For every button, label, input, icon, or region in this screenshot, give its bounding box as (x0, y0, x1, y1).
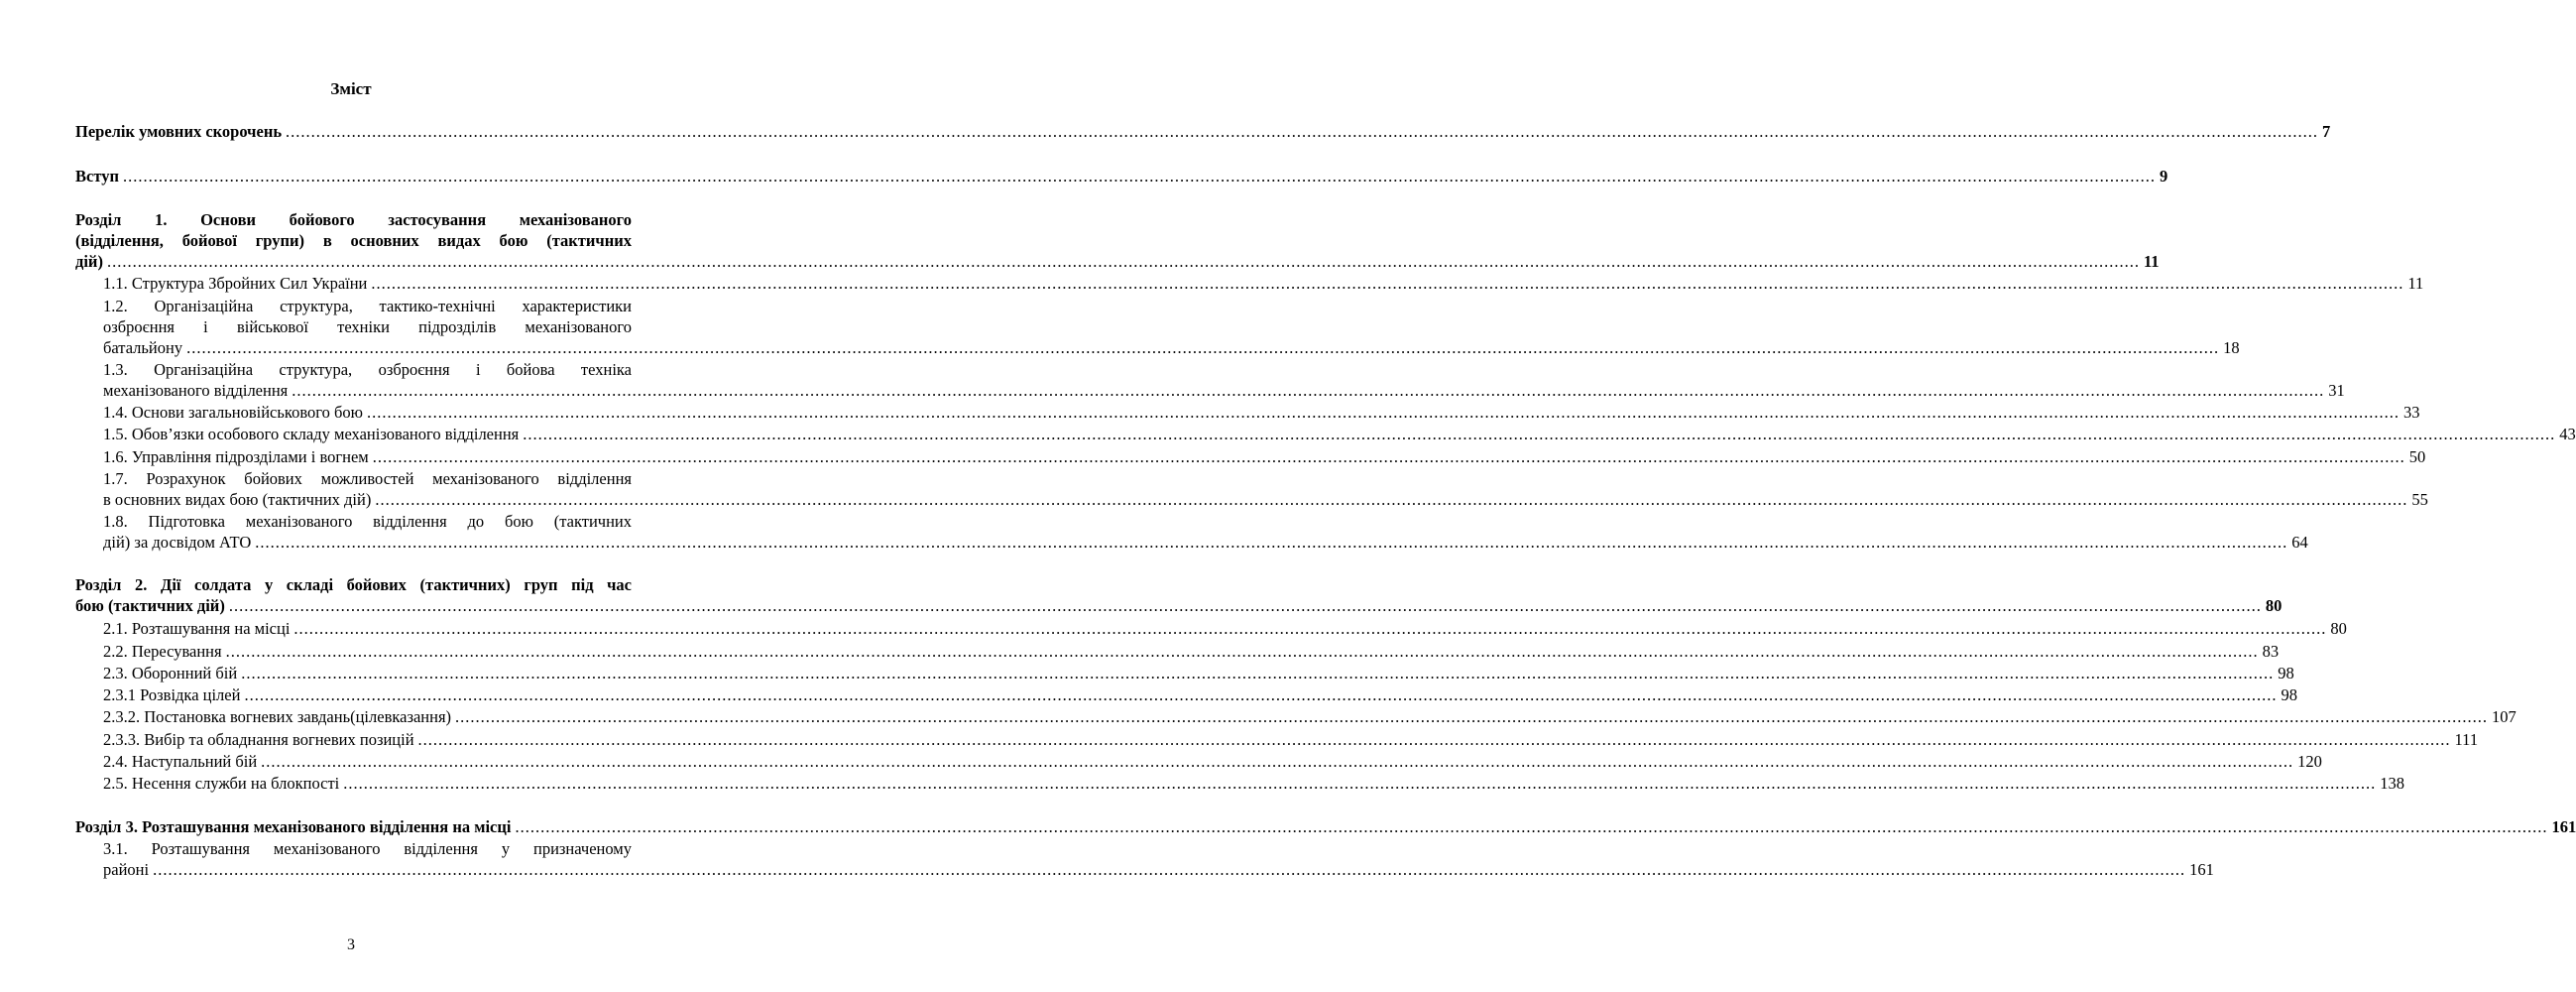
toc-entry-2-3-1[interactable] (103, 684, 2297, 705)
toc-entry-text: 1.6. Управління підрозділами і вогнем (103, 447, 369, 466)
toc-entry-leader-line (103, 273, 2424, 294)
dot-leader: ................................................................................................................................................................................................................................................................................................................................................................................................................ (186, 338, 2220, 357)
toc-entry-1-8[interactable] (103, 511, 2308, 553)
toc-entry-line: Розділ 2. Дії солдата у складі бойових (тактичних) груп під час (75, 575, 632, 594)
toc-entry-leader-line (75, 166, 2168, 186)
toc-entry-leader-line (103, 446, 2426, 467)
toc-entry-1-5[interactable] (103, 424, 2576, 444)
toc-entry-chapter-1[interactable] (75, 209, 2160, 272)
toc-entry-page-number: 33 (2402, 403, 2420, 422)
toc-entry-page-number: 111 (2454, 730, 2479, 749)
toc-entry-2-3-2[interactable] (103, 706, 2517, 727)
toc-entry-chapter-3[interactable] (75, 816, 2576, 837)
toc-entry-text: дій) за досвідом АТО (103, 533, 252, 552)
toc-entry-text: 2.3.1 Розвідка цілей (103, 685, 241, 704)
toc-entry-text: 1.4. Основи загальновійськового бою (103, 403, 363, 422)
toc-entry-leader-line (103, 706, 2517, 727)
toc-entry-text: Вступ (75, 167, 119, 186)
toc-entry-page-number: 83 (2262, 642, 2280, 661)
toc-entry-2-5[interactable] (103, 773, 2404, 794)
toc-entry-2-1[interactable] (103, 618, 2347, 639)
toc-entry-page-number: 138 (2380, 774, 2404, 793)
toc-entry-line: 1.7. Розрахунок бойових можливостей механізованого відділення (103, 469, 632, 488)
toc-entry-leader-line (103, 337, 2240, 358)
toc-entry-leader-line (103, 729, 2479, 750)
toc-title: Зміст (330, 79, 372, 98)
toc-entry-1-7[interactable] (103, 468, 2428, 510)
toc-entry-line: 1.2. Організаційна структура, тактико-технічні характеристики (103, 297, 632, 315)
toc-entry-text: 1.1. Структура Збройних Сил України (103, 274, 368, 293)
toc-entry-page-number: 107 (2492, 707, 2517, 726)
toc-entry-leader-line (75, 816, 2576, 837)
toc-entry-page-number: 50 (2408, 447, 2426, 466)
dot-leader: ................................................................................................................................................................................................................................................................................................................................................................................................................ (106, 252, 2140, 271)
dot-leader: ................................................................................................................................................................................................................................................................................................................................................................................................................ (455, 707, 2489, 726)
dot-leader: ................................................................................................................................................................................................................................................................................................................................................................................................................ (343, 774, 2377, 793)
toc-entry-2-3-3[interactable] (103, 729, 2479, 750)
toc-entry-text: Перелік умовних скорочень (75, 122, 283, 141)
toc-entry-leader-line (103, 380, 2345, 401)
toc-entry-page-number: 18 (2223, 338, 2240, 357)
toc-entry-page-number: 9 (2159, 167, 2168, 186)
toc-entry-leader-line (75, 251, 2160, 272)
toc-entry-text: районі (103, 860, 150, 879)
toc-entry-1-2[interactable] (103, 296, 2240, 358)
toc-entry-page-number: 7 (2322, 122, 2331, 141)
page-number: 3 (347, 936, 355, 953)
dot-leader: ................................................................................................................................................................................................................................................................................................................................................................................................................ (122, 167, 2156, 186)
toc-entry-text: 2.4. Наступальний бій (103, 752, 258, 771)
toc-entry-text: 2.3. Оборонний бій (103, 664, 238, 682)
dot-leader: ................................................................................................................................................................................................................................................................................................................................................................................................................ (241, 664, 2275, 682)
toc-entry-page-number: 80 (2330, 619, 2347, 638)
dot-leader: ................................................................................................................................................................................................................................................................................................................................................................................................................ (261, 752, 2294, 771)
dot-leader: ................................................................................................................................................................................................................................................................................................................................................................................................................ (225, 642, 2259, 661)
toc-entry-text: 2.3.2. Постановка вогневих завдань(цілевказання) (103, 707, 452, 726)
toc-entry-leader-line (103, 532, 2308, 553)
toc-entry-page-number: 161 (2551, 817, 2576, 836)
toc-entry-abbreviations[interactable] (75, 121, 2331, 142)
dot-leader: ................................................................................................................................................................................................................................................................................................................................................................................................................ (293, 619, 2327, 638)
toc-entry-page-number: 43 (2559, 425, 2576, 443)
toc-entry-leader-line (103, 641, 2280, 662)
toc-entry-1-3[interactable] (103, 359, 2345, 401)
toc-entry-page-number: 31 (2328, 381, 2345, 400)
toc-entry-leader-line (103, 684, 2297, 705)
toc-entry-page-number: 98 (2278, 664, 2294, 682)
toc-entry-1-6[interactable] (103, 446, 2426, 467)
dot-leader: ................................................................................................................................................................................................................................................................................................................................................................................................................ (286, 122, 2319, 141)
toc-entry-text: механізованого відділення (103, 381, 289, 400)
toc-entry-1-4[interactable] (103, 402, 2420, 423)
dot-leader: ................................................................................................................................................................................................................................................................................................................................................................................................................ (371, 274, 2404, 293)
toc-entry-1-1[interactable] (103, 273, 2424, 294)
toc-entry-page-number: 64 (2291, 533, 2308, 552)
toc-entry-page-number: 55 (2411, 490, 2428, 509)
toc-entry-leader-line (103, 859, 2214, 880)
dot-leader: ................................................................................................................................................................................................................................................................................................................................................................................................................ (372, 447, 2405, 466)
toc-entry-line: 1.8. Підготовка механізованого відділення до бою (тактичних (103, 512, 632, 531)
dot-leader: ................................................................................................................................................................................................................................................................................................................................................................................................................ (255, 533, 2288, 552)
toc-entry-leader-line (103, 663, 2294, 683)
toc-entry-2-3[interactable] (103, 663, 2294, 683)
toc-entry-line: 1.3. Організаційна структура, озброєння і бойова техніка (103, 360, 632, 379)
toc-entry-text: дій) (75, 252, 103, 271)
toc-entry-leader-line (103, 424, 2576, 444)
toc-entry-line: Розділ 1. Основи бойового застосування механізованого (75, 210, 632, 229)
toc-entry-2-4[interactable] (103, 751, 2322, 772)
dot-leader: ................................................................................................................................................................................................................................................................................................................................................................................................................ (153, 860, 2186, 879)
toc-entry-leader-line (103, 489, 2428, 510)
toc-entry-text: батальйону (103, 338, 183, 357)
toc-entry-leader-line (103, 751, 2322, 772)
toc-entry-line: (відділення, бойової групи) в основних видах бою (тактичних (75, 231, 632, 250)
toc-entry-text: 2.1. Розташування на місці (103, 619, 291, 638)
toc-entry-page-number: 161 (2189, 860, 2214, 879)
toc-entry-line: 3.1. Розташування механізованого відділення у призначеному (103, 839, 632, 858)
toc-entry-text: 2.3.3. Вибір та обладнання вогневих позицій (103, 730, 414, 749)
toc-entry-page-number: 11 (2407, 274, 2424, 293)
dot-leader: ................................................................................................................................................................................................................................................................................................................................................................................................................ (244, 685, 2278, 704)
toc-entry-text: бою (тактичних дій) (75, 596, 225, 615)
dot-leader: ................................................................................................................................................................................................................................................................................................................................................................................................................ (375, 490, 2408, 509)
dot-leader: ................................................................................................................................................................................................................................................................................................................................................................................................................ (417, 730, 2451, 749)
toc-entry-leader-line (75, 595, 2283, 616)
toc-entry-text: 1.5. Обов’язки особового складу механізованого відділення (103, 425, 520, 443)
toc-entry-page-number: 11 (2143, 252, 2160, 271)
toc-entry-introduction[interactable] (75, 166, 2168, 186)
toc-entry-page-number: 80 (2265, 596, 2283, 615)
dot-leader: ................................................................................................................................................................................................................................................................................................................................................................................................................ (515, 817, 2548, 836)
toc-entry-text: 2.5. Несення служби на блокпості (103, 774, 340, 793)
toc-entry-leader-line (103, 773, 2404, 794)
toc-entry-leader-line (103, 618, 2347, 639)
toc-entry-3-1[interactable] (103, 838, 2214, 880)
toc-entry-text: в основних видах бою (тактичних дій) (103, 490, 372, 509)
toc-entry-text: 2.2. Пересування (103, 642, 222, 661)
toc-entry-leader-line (103, 402, 2420, 423)
dot-leader: ................................................................................................................................................................................................................................................................................................................................................................................................................ (366, 403, 2400, 422)
toc-entry-line: озброєння і військової техніки підрозділів механізованого (103, 317, 632, 336)
toc-entry-chapter-2[interactable] (75, 574, 2283, 616)
dot-leader: ................................................................................................................................................................................................................................................................................................................................................................................................................ (523, 425, 2556, 443)
dot-leader: ................................................................................................................................................................................................................................................................................................................................................................................................................ (228, 596, 2262, 615)
toc-entry-page-number: 120 (2297, 752, 2322, 771)
toc-entry-page-number: 98 (2281, 685, 2297, 704)
toc-entry-2-2[interactable] (103, 641, 2280, 662)
toc-entry-leader-line (75, 121, 2331, 142)
dot-leader: ................................................................................................................................................................................................................................................................................................................................................................................................................ (292, 381, 2325, 400)
toc-entry-text: Розділ 3. Розташування механізованого відділення на місці (75, 817, 512, 836)
